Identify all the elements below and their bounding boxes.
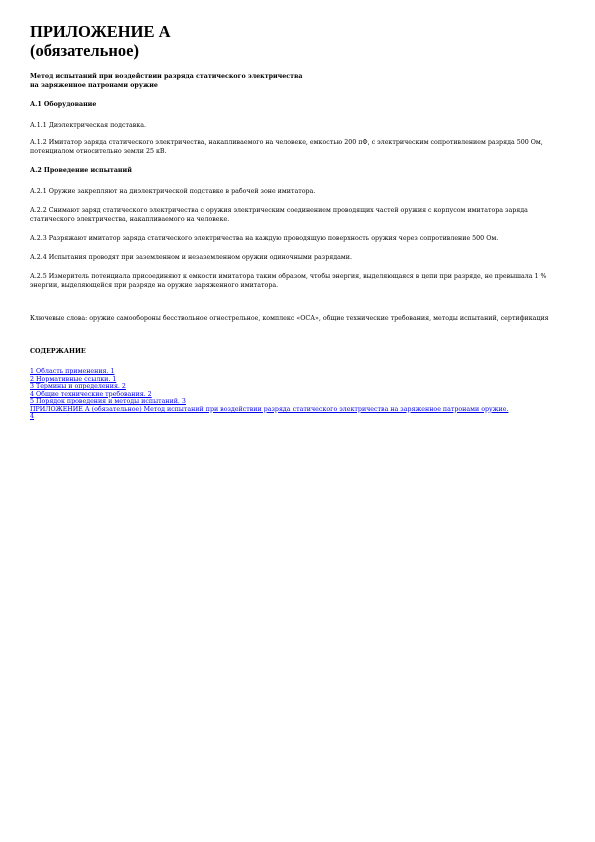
keywords: Ключевые слова: оружие самообороны бесствольное огнестрельное, комплекс «ОСА», общие технические требования, методы испытаний, сертификация bbox=[30, 315, 549, 322]
section-heading-equipment: А.1 Оборудование bbox=[30, 101, 97, 108]
toc-link-scope[interactable]: 1 Область применения. 1 bbox=[30, 368, 115, 375]
paragraph-a-2-1: А.2.1 Оружие закрепляют на диэлектрической подставке в рабочей зоне имитатора. bbox=[30, 188, 316, 195]
appendix-title bbox=[30, 22, 565, 60]
toc-link-terms[interactable]: 3 Термины и определения. 2 bbox=[30, 383, 126, 390]
paragraph-a-2-3: А.2.3 Разряжают имитатор заряда статического электричества на каждую проводящую поверхность оружия через сопротивление 500 Ом. bbox=[30, 235, 499, 242]
method-title-line2: на заряженное патронами оружие bbox=[30, 82, 158, 89]
toc-link-references[interactable]: 2 Нормативные ссылки. 1 bbox=[30, 375, 117, 383]
paragraph-a-2-4: А.2.4 Испытания проводят при заземленном и незаземленном оружии одиночными разрядами. bbox=[30, 254, 352, 261]
section-heading-testing: А.2 Проведение испытаний bbox=[30, 167, 132, 174]
paragraph-a-2-2: А.2.2 Снимают заряд статического электричества с оружия электрическим соединением проводящих частей оружия с корпусом имитатора заряда статического электричества, накапливаемого на человеке. bbox=[30, 207, 528, 223]
paragraph-a-1-2: А.1.2 Имитатор заряда статического электричества, накапливаемого на человеке, емкостью 200 пФ, с электрическим сопротивлением разряда 500 Ом, потенциалом относительно земли 25 кВ. bbox=[30, 139, 543, 155]
toc-item-2 bbox=[30, 376, 565, 384]
toc-item-3 bbox=[30, 383, 565, 391]
appendix-title-line1: ПРИЛОЖЕНИЕ А bbox=[30, 22, 171, 41]
toc-list bbox=[30, 368, 565, 421]
document-page bbox=[30, 22, 565, 421]
toc-item-4 bbox=[30, 391, 565, 399]
paragraph-a-2-5: А.2.5 Измеритель потенциала присоединяют к емкости имитатора таким образом, чтобы энергия, выделяющаяся в цепи при разряде, не превышала 1 % энергии, выделяющейся при разряде на оружие заряженного имитатора. bbox=[30, 273, 547, 289]
toc-link-test-methods[interactable]: 5 Порядок проведения и методы испытаний. 3 bbox=[30, 398, 186, 405]
toc-item-1 bbox=[30, 368, 565, 376]
method-title-line1: Метод испытаний при воздействии разряда статического электричества bbox=[30, 73, 303, 80]
paragraph-a-1-1: А.1.1 Диэлектрическая подставка. bbox=[30, 122, 146, 129]
appendix-title-line2: (обязательное) bbox=[30, 41, 139, 60]
toc-title: СОДЕРЖАНИЕ bbox=[30, 348, 86, 355]
toc-item-6 bbox=[30, 406, 510, 421]
method-title bbox=[30, 72, 565, 90]
toc-link-requirements[interactable]: 4 Общие технические требования. 2 bbox=[30, 390, 152, 398]
toc-link-appendix-a[interactable]: ПРИЛОЖЕНИЕ А (обязательное) Метод испытаний при воздействии разряда статического электричества на заряженное патронами оружие. 4 bbox=[30, 405, 509, 420]
toc-item-5 bbox=[30, 398, 565, 406]
